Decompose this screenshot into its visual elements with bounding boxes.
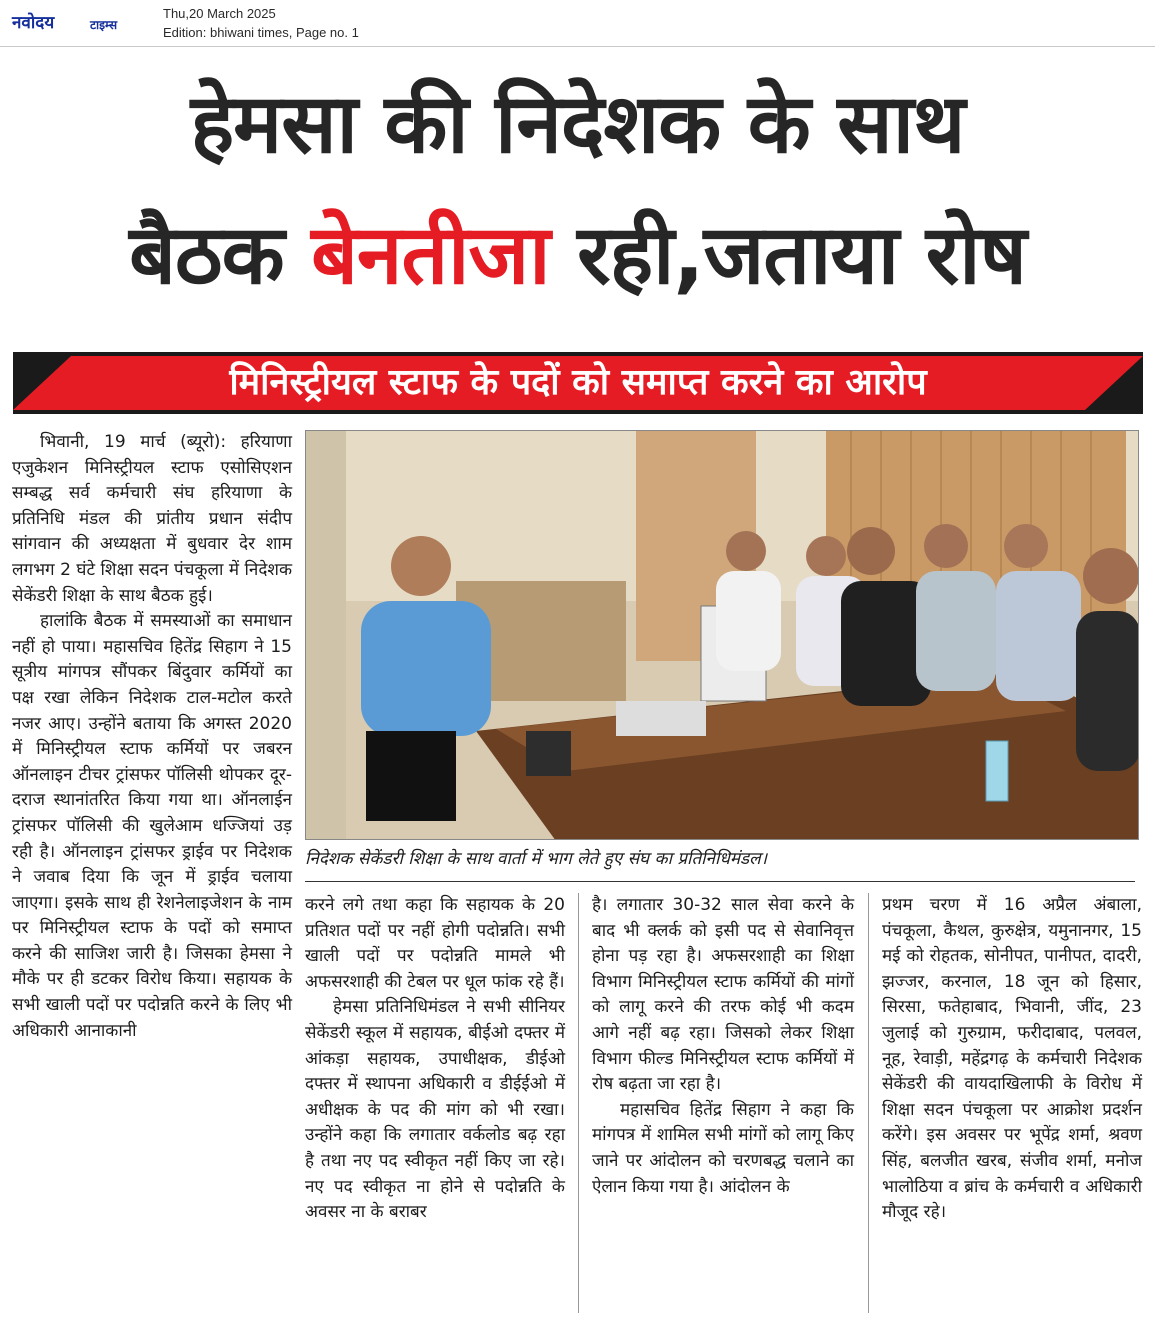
article-column-2 <box>305 893 565 1226</box>
header-divider <box>0 46 1155 47</box>
newspaper-logo: नवोदय <box>12 13 55 33</box>
headline-line-1: हेमसा की निदेशक के साथ <box>190 77 965 172</box>
column-divider <box>868 893 869 1313</box>
edition-meta <box>163 4 359 42</box>
article-column-4 <box>882 893 1142 1226</box>
meeting-photo <box>305 430 1139 840</box>
headline-line-2 <box>0 196 1155 316</box>
article-paragraph: भिवानी, 19 मार्च (ब्यूरो): हरियाणा एजुकेशन मिनिस्ट्रीयल स्टाफ एसोसिएशन सम्बद्ध सर्व कर्मचारी संघ हरियाणा के प्रतिनिधि मंडल की प्रांतीय प्रधान संदीप सांगवान की अध्यक्षता में बुधवार देर शाम लगभग 2 घंटे शिक्षा सदन पंचकूला में निदेशक सेकेंडरी शिक्षा के साथ बैठक हुई। <box>12 432 292 606</box>
edition-info: Edition: bhiwani times, Page no. 1 <box>163 25 359 40</box>
article-paragraph: हालांकि बैठक में समस्याओं का समाधान नहीं हो पाया। महासचिव हितेंद्र सिहाग ने 15 सूत्रीय मांगपत्र सौंपकर बिंदुवार कर्मियों का पक्ष रखा लेकिन निदेशक टाल-मटोल करते नजर आए। उन्होंने बताया कि अगस्त 2020 में मिनिस्ट्रीयल स्टाफ कर्मियों पर जबरन ऑनलाइन टीचर ट्रांसफर पॉलिसी थोपकर दूर-दराज स्थानांतरित किया गया था। ऑनलाईन ट्रांसफर पॉलिसी की खुलेआम धज्जियां उड़ रही है। ऑनलाइन ट्रांसफर ड्राईव पर निदेशक ने जवाब दिया कि जून में ड्राईव चलाया जाएगा। इसके साथ ही रेशनेलाइजेशन के नाम पर मिनिस्ट्रीयल स्टाफ के पदों को समाप्त करने की साजिश जारी है। जिसका हेमसा ने मौके पर ही डटकर विरोध किया। सहायक के सभी खाली पदों पर पदोन्नति करने के लिए भी अधिकारी आनाकानी <box>12 611 292 1041</box>
issue-date: Thu,20 March 2025 <box>163 6 276 21</box>
headline-line-2-start: बैठक <box>129 208 312 303</box>
article-paragraph: महासचिव हितेंद्र सिहाग ने कहा कि मांगपत्र में शामिल सभी मांगों को लागू किए जाने पर आंदोलन को चरणबद्ध चलाने का ऐलान किया गया है। आंदोलन के <box>592 1099 854 1197</box>
newspaper-logo-sub: टाइम्स <box>90 18 118 32</box>
subheadline-band <box>13 352 1143 414</box>
caption-divider <box>305 881 1135 882</box>
article-paragraph: हेमसा प्रतिनिधिमंडल ने सभी सीनियर सेकेंडरी स्कूल में सहायक, बीईओ दफ्तर में आंकड़ा सहायक, उपाधीक्षक, डीईओ दफ्तर में स्थापना अधिकारी व डीईईओ में अधीक्षक के पद की मांग को भी रखा। उन्होंने कहा कि लगातार वर्कलोड बढ़ रहा है तथा नए पद स्वीकृत नहीं किए जा रहे। नए पद स्वीकृत ना होने से पदोन्नति के अवसर ना के बराबर <box>305 997 565 1223</box>
photo-caption: निदेशक सेकेंडरी शिक्षा के साथ वार्ता में भाग लेते हुए संघ का प्रतिनिधिमंडल। <box>305 849 768 869</box>
article-paragraph: है। लगातार 30-32 साल सेवा करने के बाद भी क्लर्क को इसी पद से सेवानिवृत्त होना पड़ रहा है। अफसरशाही का शिक्षा विभाग मिनिस्ट्रीयल स्टाफ कर्मियों की मांगों को लागू करने की तरफ कोई भी कदम आगे नहीं बढ़ रहा। जिसको लेकर शिक्षा विभाग फील्ड मिनिस्ट्रीयल स्टाफ कर्मियों में रोष बढ़ता जा रहा है। <box>592 895 854 1095</box>
article-column-1 <box>12 430 292 1044</box>
article-paragraph: प्रथम चरण में 16 अप्रैल अंबाला, पंचकूला, कैथल, कुरुक्षेत्र, यमुनानगर, 15 मई को रोहतक, सोनीपत, पानीपत, दादरी, झज्जर, करनाल, 18 जून को हिसार, सिरसा, फतेहाबाद, भिवानी, जींद, 23 जुलाई को गुरुग्राम, फरीदाबाद, पलवल, नूह, रेवाड़ी, महेंद्रगढ़ के कर्मचारी निदेशक सेकेंडरी की वायदाखिलाफी के विरोध में शिक्षा सदन पंचकूला पर आक्रोश प्रदर्शन करेंगे। इस अवसर पर भूपेंद्र शर्मा, श्रवण सिंह, बलजीत खरब, संजीव शर्मा, मनोज भालोठिया व ब्रांच के कर्मचारी व अधिकारी मौजूद रहे। <box>882 895 1142 1223</box>
meeting-photo-illustration <box>306 431 1139 840</box>
subheadline: मिनिस्ट्रीयल स्टाफ के पदों को समाप्त करने का आरोप <box>229 362 927 403</box>
article-paragraph: करने लगे तथा कहा कि सहायक के 20 प्रतिशत पदों पर नहीं होगी पदोन्नति। सभी खाली पदों पर पदोन्नति मामले भी अफसरशाही की टेबल पर धूल फांक रहे हैं। <box>305 895 565 992</box>
article-column-3 <box>592 893 854 1200</box>
column-divider <box>578 893 579 1313</box>
headline-line-2-end: रही,जताया रोष <box>549 208 1026 303</box>
headline-highlight: बेनतीजा <box>311 208 550 303</box>
